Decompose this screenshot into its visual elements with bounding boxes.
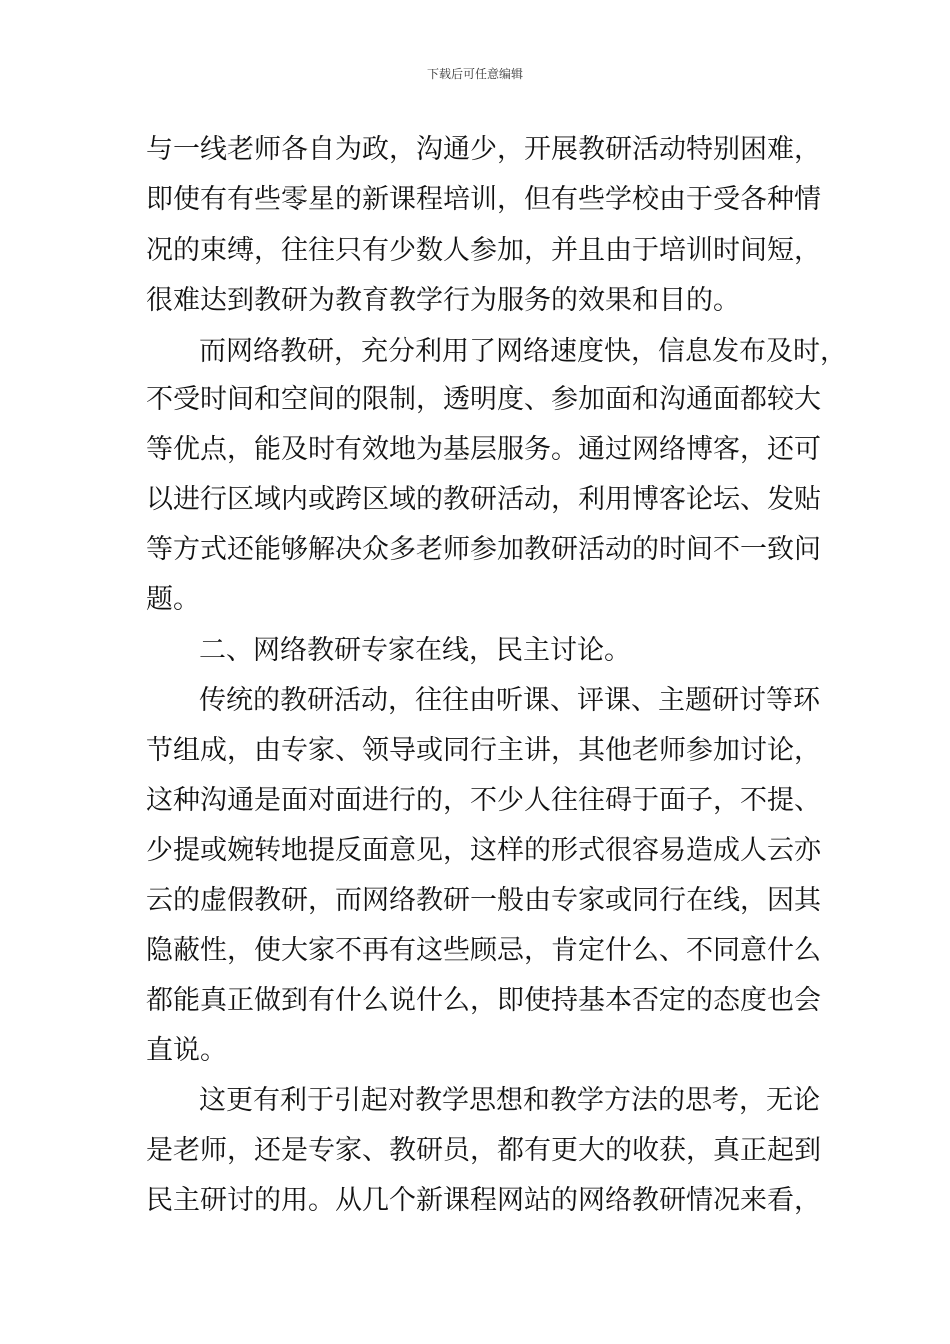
body-line: 等优点，能及时有效地为基层服务。通过网络博客，还可 bbox=[146, 434, 821, 465]
body-line: 民主研讨的用。从几个新课程网站的网络教研情况来看， bbox=[146, 1185, 821, 1216]
body-line: 云的虚假教研，而网络教研一般由专家或同行在线，因其 bbox=[146, 885, 821, 916]
body-line: 是老师，还是专家、教研员，都有更大的收获，真正起到 bbox=[146, 1135, 821, 1166]
page-header: 下载后可任意编辑 bbox=[426, 67, 523, 81]
body-line: 而网络教研，充分利用了网络速度快，信息发布及时， bbox=[199, 336, 847, 367]
body-line: 等方式还能够解决众多老师参加教研活动的时间不一致问 bbox=[146, 534, 821, 565]
body-line: 况的束缚，往往只有少数人参加，并且由于培训时间短， bbox=[146, 235, 821, 266]
body-line: 隐蔽性，使大家不再有这些顾忌，肯定什么、不同意什么 bbox=[146, 935, 821, 966]
body-line: 这更有利于引起对教学思想和教学方法的思考，无论 bbox=[199, 1085, 820, 1116]
body-line: 很难达到教研为教育教学行为服务的效果和目的。 bbox=[146, 285, 740, 316]
body-line: 节组成，由专家、领导或同行主讲，其他老师参加讨论， bbox=[146, 735, 821, 766]
body-line: 这种沟通是面对面进行的，不少人往往碍于面子，不提、 bbox=[146, 785, 821, 816]
body-line: 题。 bbox=[146, 584, 200, 615]
body-line: 直说。 bbox=[146, 1035, 227, 1066]
body-line: 以进行区域内或跨区域的教研活动，利用博客论坛、发贴 bbox=[146, 484, 821, 515]
body-line: 即使有有些零星的新课程培训，但有些学校由于受各种情 bbox=[146, 184, 821, 215]
body-line: 不受时间和空间的限制，透明度、参加面和沟通面都较大 bbox=[146, 384, 821, 415]
body-line: 都能真正做到有什么说什么，即使持基本否定的态度也会 bbox=[146, 985, 821, 1016]
body-line: 少提或婉转地提反面意见，这样的形式很容易造成人云亦 bbox=[146, 835, 821, 866]
section-heading: 二、网络教研专家在线，民主讨论。 bbox=[199, 635, 631, 666]
body-line: 传统的教研活动，往往由听课、评课、主题研讨等环 bbox=[199, 685, 820, 716]
body-line: 与一线老师各自为政，沟通少，开展教研活动特别困难， bbox=[146, 134, 821, 165]
